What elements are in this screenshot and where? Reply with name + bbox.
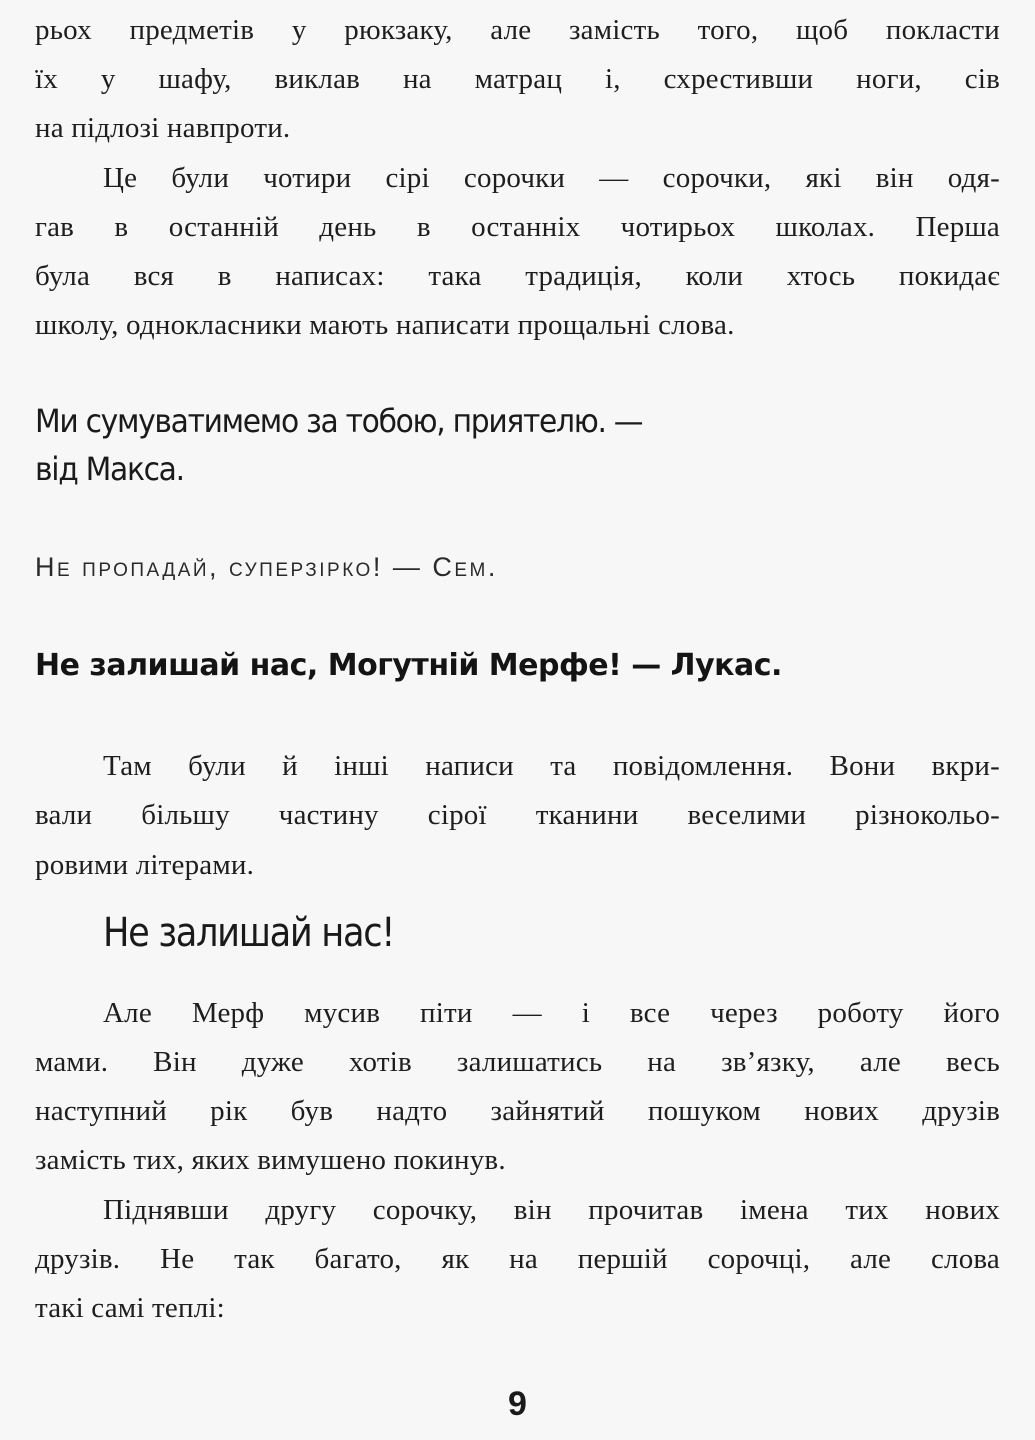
paragraph-4-line-2: мами. Він дуже хотів залишатись на зв’язку, але весь (35, 1046, 1000, 1078)
paragraph-5-line-3: такі самі теплі: (35, 1292, 225, 1324)
paragraph-2-line-1: Це були чотири сірі сорочки — сорочки, які він одя- (103, 162, 1000, 194)
paragraph-3-line-1: Там були й інші написи та повідомлення. Вони вкри- (103, 750, 1000, 782)
handwritten-note-lukas: Не залишай нас, Могутній Мерфе! — Лукас. (35, 648, 782, 683)
paragraph-1-line-2: їх у шафу, виклав на матрац і, схрестивши ноги, сів (35, 63, 1000, 95)
paragraph-5-line-2: друзів. Не так багато, як на першій сорочці, але слова (35, 1243, 1000, 1275)
paragraph-4-line-1: Але Мерф мусив піти — і все через роботу його (103, 997, 1000, 1029)
paragraph-4-line-4: замість тих, яких вимушено покинув. (35, 1144, 506, 1176)
paragraph-1-line-1: рьох предметів у рюкзаку, але замість того, щоб покласти (35, 14, 1000, 46)
handwritten-note-dont-leave: Не залишай нас! (103, 910, 395, 956)
handwritten-note-sem: Не пропадай, суперзірко! — Сем. (35, 552, 498, 582)
paragraph-1-line-3: на підлозі навпроти. (35, 112, 291, 144)
handwritten-note-max-line-1: Ми сумуватимемо за тобою, приятелю. — (35, 402, 643, 440)
paragraph-5-line-1: Піднявши другу сорочку, він прочитав імена тих нових (103, 1194, 1000, 1226)
paragraph-2-line-4: школу, однокласники мають написати прощальні слова. (35, 309, 735, 341)
paragraph-2-line-3: була вся в написах: така традиція, коли хтось покидає (35, 260, 1000, 292)
page-number: 9 (508, 1385, 527, 1423)
paragraph-4-line-3: наступний рік був надто зайнятий пошуком нових друзів (35, 1095, 1000, 1127)
handwritten-note-max-line-2: від Макса. (35, 450, 184, 488)
paragraph-3-line-2: вали більшу частину сірої тканини веселими різнокольо- (35, 799, 1000, 831)
paragraph-3-line-3: ровими літерами. (35, 849, 255, 881)
paragraph-2-line-2: гав в останній день в останніх чотирьох школах. Перша (35, 211, 1000, 243)
